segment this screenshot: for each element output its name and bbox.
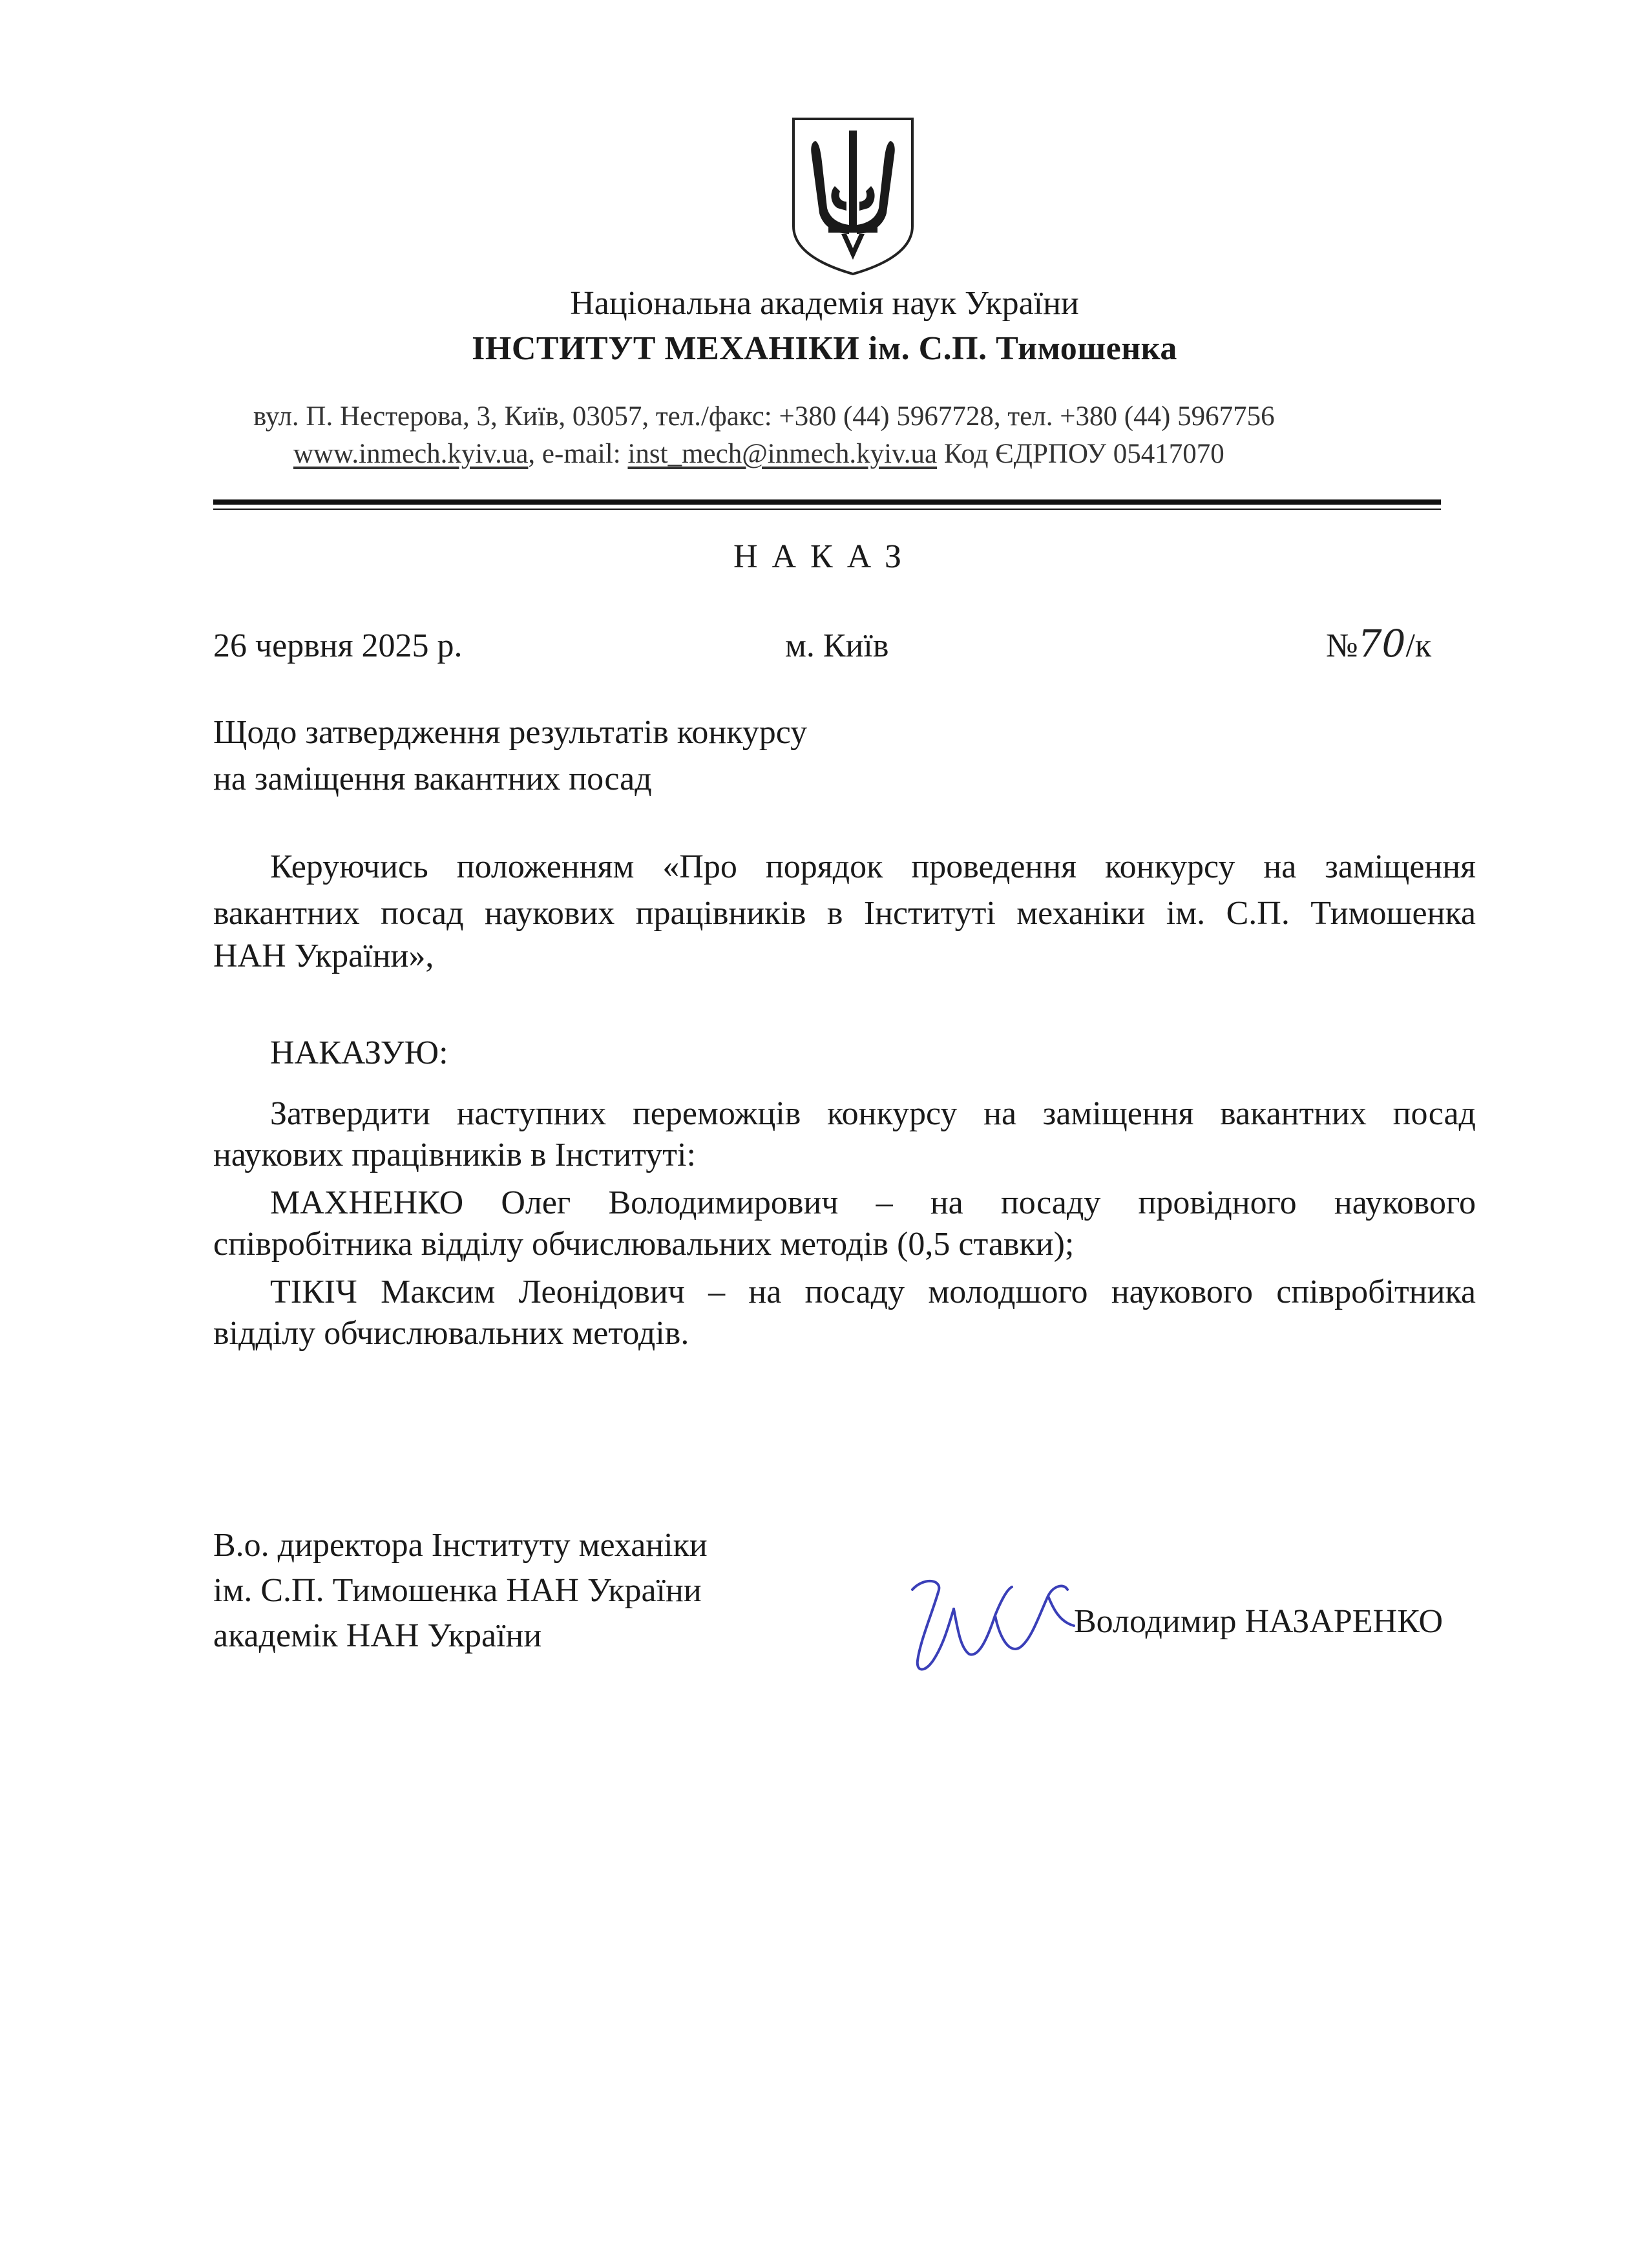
- subject-line-2: на заміщення вакантних посад: [213, 761, 652, 797]
- contacts-address-phones: вул. П. Нестерова, 3, Київ, 03057, тел./факс: +380 (44) 5967728, тел. +380 (44) 5967756: [253, 401, 1275, 432]
- email-label: e-mail:: [541, 439, 621, 469]
- decree-intro-line-1: Затвердити наступних переможців конкурсу на заміщення вакантних посад: [270, 1095, 1476, 1132]
- order-city: м. Київ: [785, 627, 889, 664]
- website-link[interactable]: www.inmech.kyiv.ua: [293, 439, 529, 469]
- preamble-line-3: НАН України»,: [213, 938, 434, 974]
- academy-name: Національна академія наук України: [570, 285, 1079, 322]
- header-divider-thin: [213, 509, 1441, 510]
- preamble-line-1: Керуючись положенням «Про порядок проведення конкурсу на заміщення: [270, 848, 1476, 885]
- contacts-line-2: www.inmech.kyiv.ua, e-mail: inst_mech@inmech.kyiv.ua Код ЄДРПОУ 05417070: [293, 439, 1224, 469]
- handwritten-signature: [898, 1564, 1092, 1680]
- preamble-line-2: вакантних посад наукових працівників в Інституті механіки ім. С.П. Тимошенка: [213, 895, 1476, 932]
- number-suffix: /к: [1405, 627, 1432, 664]
- signatory-position-line-3: академік НАН України: [213, 1617, 542, 1654]
- appointee-1-line-2: співробітника відділу обчислювальних методів (0,5 ставки);: [213, 1226, 1075, 1263]
- appointee-1-line-1: МАХНЕНКО Олег Володимирович – на посаду провідного наукового: [270, 1184, 1476, 1221]
- signatory-position-line-1: В.о. директора Інституту механіки: [213, 1527, 708, 1564]
- order-date: 26 червня 2025 р.: [213, 627, 463, 664]
- institute-name: ІНСТИТУТ МЕХАНІКИ ім. С.П. Тимошенка: [472, 330, 1177, 367]
- appointee-2-line-1: ТІКІЧ Максим Леонідович – на посаду молодшого наукового співробітника: [270, 1274, 1476, 1310]
- decree-heading: НАКАЗУЮ:: [270, 1034, 448, 1071]
- email-link[interactable]: inst_mech@inmech.kyiv.ua: [627, 439, 938, 469]
- number-sign: №: [1326, 627, 1358, 664]
- order-number: [1326, 622, 1431, 666]
- subject-line-1: Щодо затвердження результатів конкурсу: [213, 714, 808, 751]
- decree-intro-line-2: наукових працівників в Інституті:: [213, 1137, 696, 1173]
- header-divider-thick: [213, 499, 1441, 505]
- handwritten-number: 70: [1358, 622, 1406, 666]
- edrpou-code: Код ЄДРПОУ 05417070: [943, 439, 1224, 469]
- signatory-name: Володимир НАЗАРЕНКО: [1074, 1603, 1444, 1640]
- state-emblem-icon: [790, 116, 916, 277]
- document-title: НАКАЗ: [733, 538, 916, 575]
- signatory-position-line-2: ім. С.П. Тимошенка НАН України: [213, 1572, 702, 1609]
- appointee-2-line-2: відділу обчислювальних методів.: [213, 1315, 689, 1352]
